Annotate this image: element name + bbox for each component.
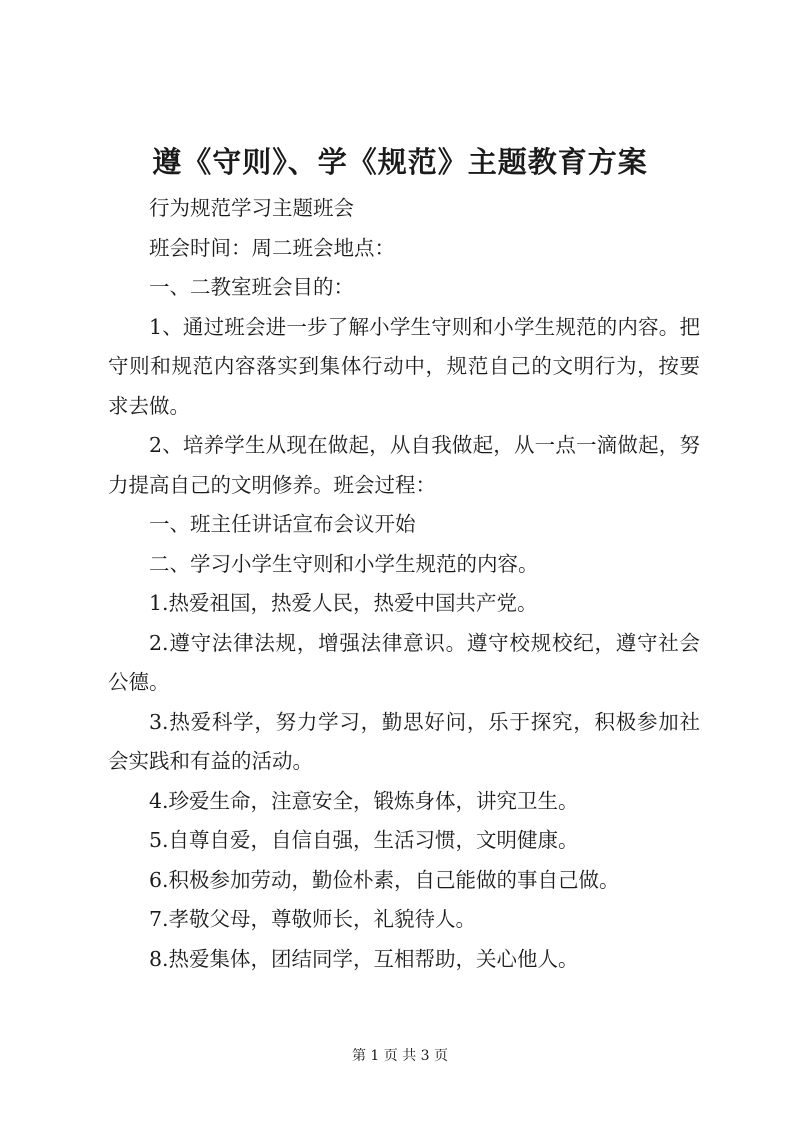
- paragraph-rule-7: 7.孝敬父母，尊敬师长，礼貌待人。: [149, 907, 477, 931]
- paragraph-rule-5: 5.自尊自爱，自信自强，生活习惯，文明健康。: [149, 828, 579, 852]
- paragraph-purpose-2: 2、培养学生从现在做起，从自我做起，从一点一滴做起，努力提高自己的文明修养。班会过程：: [108, 433, 700, 497]
- paragraph-rule-4: 4.珍爱生命，注意安全，锻炼身体，讲究卫生。: [149, 788, 579, 813]
- document-body: [108, 189, 700, 979]
- paragraph-meeting-info: 班会时间：周二班会地点：: [149, 235, 395, 260]
- paragraph-step-1: 一、班主任讲话宣布会议开始: [149, 512, 416, 536]
- paragraph-rule-3: 3.热爱科学，努力学习，勤思好问，乐于探究，积极参加社会实践和有益的活动。: [108, 709, 700, 773]
- paragraph-step-2: 二、学习小学生守则和小学生规范的内容。: [149, 551, 539, 576]
- paragraph-rule-2: 2.遵守法律法规，增强法律意识。遵守校规校纪，遵守社会公德。: [108, 630, 700, 694]
- paragraph-rule-8: 8.热爱集体，团结同学，互相帮助，关心他人。: [149, 946, 579, 971]
- paragraph-purpose-1: 1、通过班会进一步了解小学生守则和小学生规范的内容。把守则和规范内容落实到集体行动中，规范自己的文明行为，按要求去做。: [108, 314, 700, 418]
- paragraph-rule-1: 1.热爱祖国，热爱人民，热爱中国共产党。: [149, 591, 538, 615]
- paragraph-purpose-heading: 一、二教室班会目的：: [149, 275, 354, 299]
- document-title: 遵《守则》、学《规范》主题教育方案: [152, 145, 648, 179]
- paragraph-subtitle: 行为规范学习主题班会: [149, 196, 354, 220]
- paragraph-rule-6: 6.积极参加劳动，勤俭朴素，自己能做的事自己做。: [149, 867, 620, 892]
- page-footer: 第 1 页 共 3 页: [351, 1048, 449, 1064]
